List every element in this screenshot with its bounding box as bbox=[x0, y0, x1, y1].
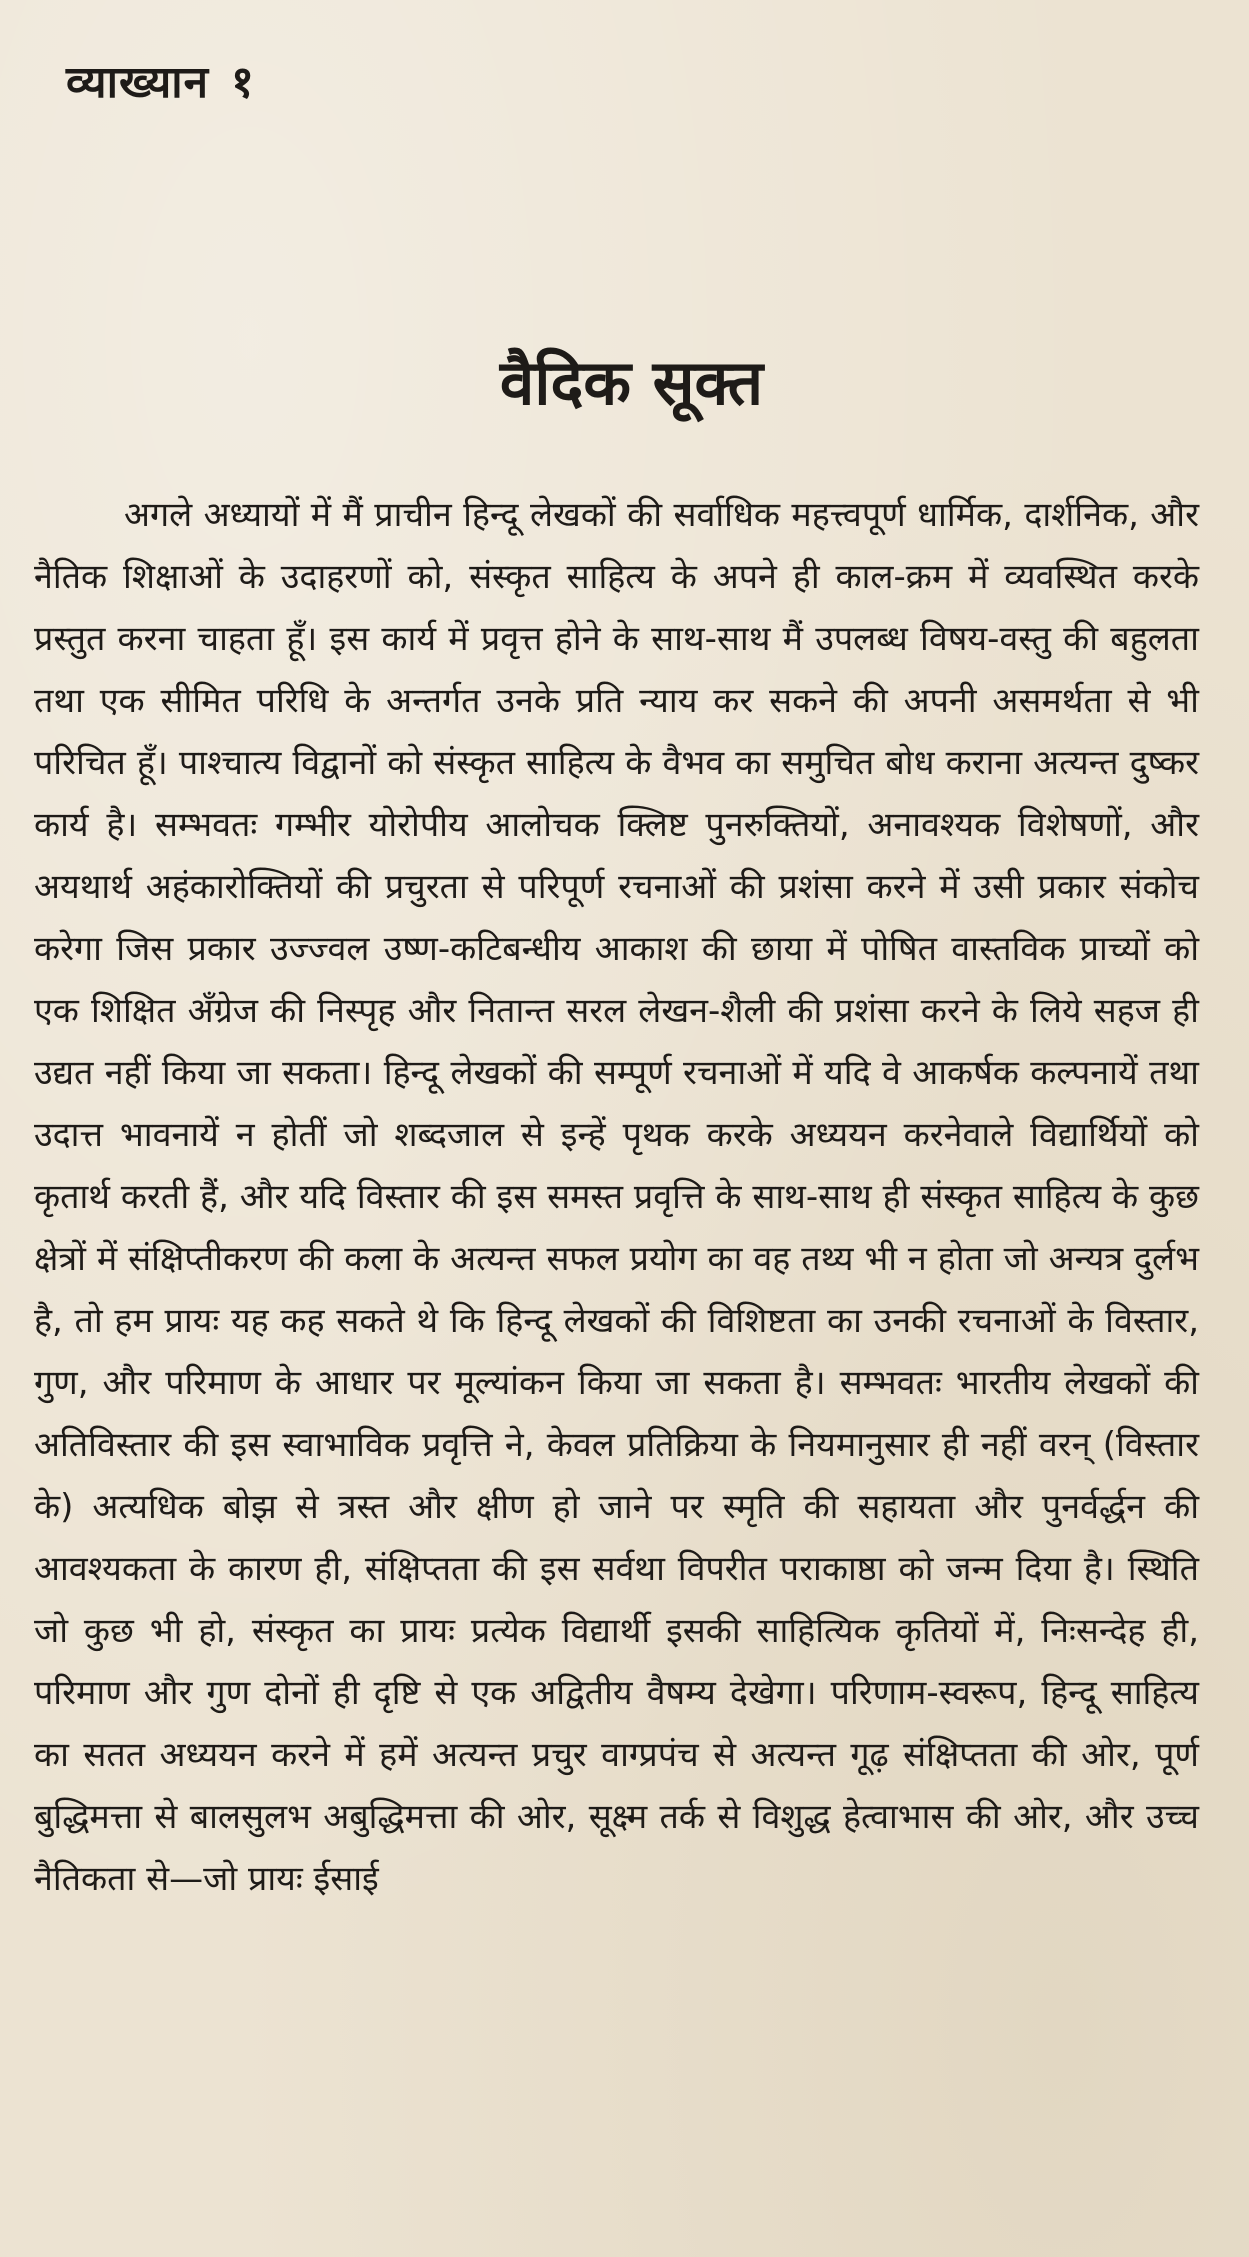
chapter-number: १ bbox=[231, 57, 255, 108]
chapter-label: व्याख्यान bbox=[66, 57, 210, 108]
running-head bbox=[66, 48, 1209, 118]
chapter-title: वैदिक सूक्त bbox=[499, 346, 764, 419]
body-paragraph: अगले अध्यायों में मैं प्राचीन हिन्दू लेखकों की सर्वाधिक महत्त्वपूर्ण धार्मिक, दार्शनिक, और नैतिक शिक्षाओं के उदाहरणों को, संस्कृत साहित्य के अपने ही काल-क्रम में व्यवस्थित करके प्रस्तुत करना चाहता हूँ। इस कार्य में प्रवृत्त होने के साथ-साथ मैं उपलब्ध विषय-वस्तु की बहुलता तथा एक सीमित परिधि के अन्तर्गत उनके प्रति न्याय कर सकने की अपनी असमर्थता से भी परिचित हूँ। पाश्चात्य विद्वानों को संस्कृत साहित्य के वैभव का समुचित बोध कराना अत्यन्त दुष्कर कार्य है। सम्भवतः गम्भीर योरोपीय आलोचक क्लिष्ट पुनरुक्तियों, अनावश्यक विशेषणों, और अयथार्थ अहंकारोक्तियों की प्रचुरता से परिपूर्ण रचनाओं की प्रशंसा करने में उसी प्रकार संकोच करेगा जिस प्रकार उज्ज्वल उष्ण-कटिबन्धीय आकाश की छाया में पोषित वास्तविक प्राच्यों को एक शिक्षित अँग्रेज की निस्पृह और नितान्त सरल लेखन-शैली की प्रशंसा करने के लिये सहज ही उद्यत नहीं किया जा सकता। हिन्दू लेखकों की सम्पूर्ण रचनाओं में यदि वे आकर्षक कल्पनायें तथा उदात्त भावनायें न होतीं जो शब्दजाल से इन्हें पृथक करके अध्ययन करनेवाले विद्यार्थियों को कृतार्थ करती हैं, और यदि विस्तार की इस समस्त प्रवृत्ति के साथ-साथ ही संस्कृत साहित्य के कुछ क्षेत्रों में संक्षिप्तीकरण की कला के अत्यन्त सफल प्रयोग का वह तथ्य भी न होता जो अन्यत्र दुर्लभ है, तो हम प्रायः यह कह सकते थे कि हिन्दू लेखकों की विशिष्टता का उनकी रचनाओं के विस्तार, गुण, और परिमाण के आधार पर मूल्यांकन किया जा सकता है। सम्भवतः भारतीय लेखकों की अतिविस्तार की इस स्वाभाविक प्रवृत्ति ने, केवल प्रतिक्रिया के नियमानुसार ही नहीं वरन् (विस्तार के) अत्यधिक बोझ से त्रस्त और क्षीण हो जाने पर स्मृति की सहायता और पुनर्वर्द्धन की आवश्यकता के कारण ही, संक्षिप्तता की इस सर्वथा विपरीत पराकाष्ठा को जन्म दिया है। स्थिति जो कुछ भी हो, संस्कृत का प्रायः प्रत्येक विद्यार्थी इसकी साहित्यिक कृतियों में, निःसन्देह ही, परिमाण और गुण दोनों ही दृष्टि से एक अद्वितीय वैषम्य देखेगा। परिणाम-स्वरूप, हिन्दू साहित्य का सतत अध्ययन करने में हमें अत्यन्त प्रचुर वाग्प्रपंच से अत्यन्त गूढ़ संक्षिप्तता की ओर, पूर्ण बुद्धिमत्ता से बालसुलभ अबुद्धिमत्ता की ओर, सूक्ष्म तर्क से विशुद्ध हेत्वाभास की ओर, और उच्च नैतिकता से—जो प्रायः ईसाई bbox=[34, 495, 1199, 1899]
